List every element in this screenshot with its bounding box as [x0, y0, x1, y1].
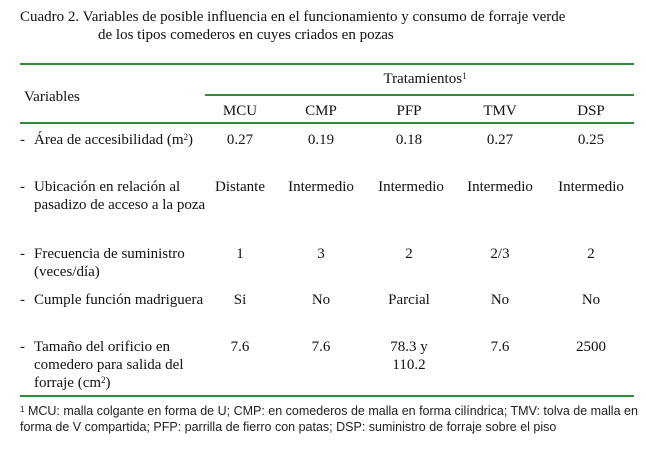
row-label-frecuencia: - Frecuencia de suministro (veces/día) — [20, 246, 185, 280]
table-footnote: $^1$ MCU: malla colgante en forma de U; CMP: en comederos de malla en forma cilíndrica; TMV: tolva de malla en forma de V compartida; PFP: parrilla de fierro con patas; DSP: suministro de forraje sobre el piso — [20, 404, 638, 434]
caption-line-1: Cuadro 2. Variables de posible influencia en el funcionamiento y consumo de forraje verde — [20, 9, 566, 25]
header-variables: Variables — [24, 89, 80, 105]
row-ubicacion-tmv: Intermedio — [467, 179, 533, 195]
row-orificio-cmp: 7.6 — [311, 339, 331, 355]
row-ubicacion-pfp: Intermedio — [378, 179, 444, 195]
col-header-mcu: MCU — [222, 103, 258, 119]
table-caption — [20, 8, 640, 44]
row-madriguera-tmv: No — [490, 292, 510, 308]
col-header-dsp: DSP — [577, 103, 605, 119]
top-rule — [20, 63, 634, 65]
caption-line-2: de los tipos comederos en cuyes criados en pozas — [98, 27, 394, 43]
row-ubicacion-mcu: Distante — [215, 179, 265, 195]
row-frecuencia-cmp: 3 — [317, 246, 325, 262]
header-tratamientos: Tratamientos$^1$ — [383, 71, 467, 87]
row-label-madriguera: - Cumple función madriguera — [20, 292, 204, 308]
row-orificio-tmv: 7.6 — [490, 339, 510, 355]
row-orificio-mcu: 7.6 — [230, 339, 250, 355]
row-madriguera-mcu: Si — [233, 292, 247, 308]
row-madriguera-cmp: No — [311, 292, 331, 308]
row-area-dsp: 0.25 — [577, 132, 605, 148]
col-header-tmv: TMV — [483, 103, 517, 119]
row-ubicacion-dsp: Intermedio — [558, 179, 624, 195]
row-label-orificio: - Tamaño del orificio en comedero para salida del forraje $(cm^2)$ — [20, 339, 184, 391]
row-label-ubicacion: - Ubicación en relación al pasadizo de acceso a la poza — [20, 179, 206, 213]
header-rule — [20, 122, 634, 124]
row-orificio-pfp: 78.3 y 110.2 — [390, 339, 428, 373]
row-area-pfp: 0.18 — [395, 132, 423, 148]
bottom-rule — [20, 395, 634, 397]
row-orificio-dsp: 2500 — [576, 339, 606, 355]
row-ubicacion-cmp: Intermedio — [288, 179, 354, 195]
row-madriguera-pfp: Parcial — [388, 292, 430, 308]
col-header-pfp: PFP — [396, 103, 422, 119]
row-area-tmv: 0.27 — [486, 132, 514, 148]
row-frecuencia-mcu: 1 — [236, 246, 244, 262]
row-frecuencia-tmv: 2/3 — [490, 246, 510, 262]
group-rule — [205, 94, 634, 96]
row-frecuencia-pfp: 2 — [405, 246, 413, 262]
row-area-cmp: 0.19 — [307, 132, 335, 148]
row-frecuencia-dsp: 2 — [587, 246, 595, 262]
row-label-area: - Área de accesibilidad $(m^2)$ — [20, 132, 194, 148]
row-area-mcu: 0.27 — [226, 132, 254, 148]
col-header-cmp: CMP — [305, 103, 337, 119]
row-madriguera-dsp: No — [581, 292, 601, 308]
